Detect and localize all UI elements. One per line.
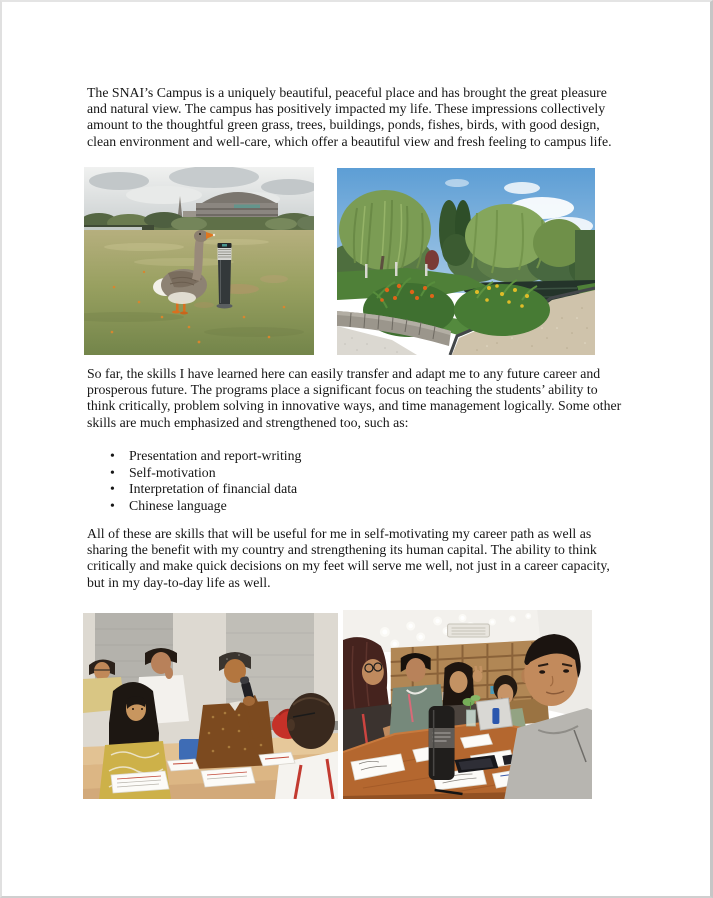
text-line: and natural view. The campus has positively impacted my life. These impressions collectively — [87, 101, 606, 117]
text-line: think critically, problem solving in innovative ways, and time management logically. Some other — [87, 398, 622, 414]
bullet-text: Interpretation of financial data — [129, 481, 298, 497]
list-item — [87, 448, 301, 465]
bullet-marker: • — [110, 497, 115, 513]
list-item — [87, 465, 301, 482]
text-line: skills are much emphasized and strengthened too, such as: — [87, 414, 409, 430]
text-line: amount to the thoughtful green grass, trees, buildings, ponds, fishes, birds, with good design, — [87, 117, 600, 133]
text-line: So far, the skills I have learned here can easily transfer and adapt me to any future career and — [87, 366, 601, 381]
bullet-marker: • — [110, 464, 115, 480]
skills-list — [87, 448, 301, 514]
list-item — [87, 481, 301, 498]
text-line: clean environment and well-care, which offer a beautiful view and fresh feeling to campus life. — [87, 133, 612, 149]
thermos — [429, 706, 455, 780]
paragraph-skills — [87, 366, 621, 431]
list-item — [87, 498, 301, 515]
photo-classroom-discussion — [83, 613, 338, 799]
text-line: The SNAI’s Campus is a uniquely beautiful, peaceful place and has brought the great pleasure — [87, 85, 607, 100]
bollard-light — [217, 243, 233, 309]
paragraph-benefits — [87, 526, 610, 591]
blue-bottle — [492, 708, 499, 724]
bullet-marker: • — [110, 481, 115, 497]
bullet-marker: • — [110, 448, 115, 463]
classroom-illustration — [83, 613, 338, 799]
text-line: prosperous future. The programs place a significant focus on teaching the students’ ability to — [87, 382, 598, 398]
paragraph-campus — [87, 85, 612, 150]
text-line: critically and make quick decisions on my feet will serve me well, not just in a career capacity, — [87, 558, 610, 574]
garden-illustration — [337, 168, 595, 355]
ac-vent — [448, 624, 490, 637]
goose-lawn-illustration — [84, 167, 314, 355]
photo-meeting-selfie — [343, 610, 592, 799]
text-line: sharing the benefit with my country and strengthening its human capital. The ability to think — [87, 542, 597, 558]
bullet-text: Chinese language — [129, 497, 227, 513]
photo-garden-path — [337, 168, 595, 355]
bullet-text: Self-motivation — [129, 464, 216, 480]
text-line: but in my day-to-day life as well. — [87, 574, 271, 590]
meeting-selfie-illustration — [343, 610, 592, 799]
text-line: All of these are skills that will be useful for me in self-motivating my career path as well as — [87, 526, 592, 541]
photo-goose-campus-lawn — [84, 167, 314, 355]
bullet-text: Presentation and report-writing — [129, 448, 302, 463]
